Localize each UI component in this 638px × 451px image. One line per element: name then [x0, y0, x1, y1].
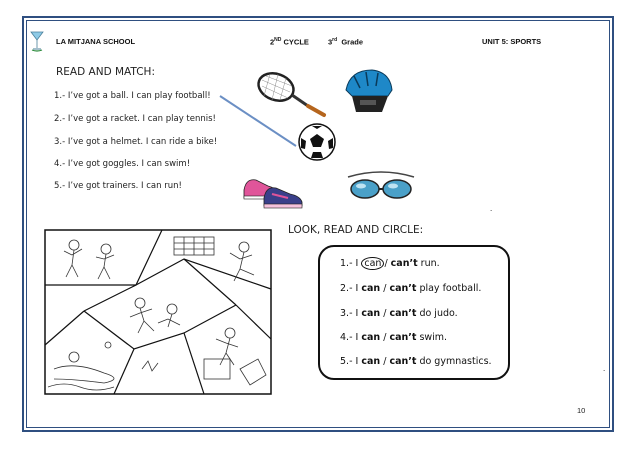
cant-option[interactable]: can’t: [390, 258, 418, 269]
school-name: LA MITJANA SCHOOL: [56, 37, 136, 46]
match-item-1: 1.- I’ve got a ball. I can play football!: [54, 91, 211, 101]
unit-title: UNIT 5: SPORTS: [482, 37, 542, 46]
tennis-racket-icon: [254, 68, 328, 118]
can-option[interactable]: can: [361, 283, 381, 294]
football-icon: [297, 122, 337, 162]
cant-option[interactable]: can’t: [389, 308, 417, 319]
circle-item-5: 5.- I can / can’t do gymnastics.: [340, 356, 492, 367]
school-logo-icon: [30, 30, 44, 52]
match-item-3: 3.- I’ve got a helmet. I can ride a bike!: [54, 137, 218, 147]
match-title: READ AND MATCH:: [56, 66, 155, 78]
can-option-circled[interactable]: can: [361, 257, 384, 270]
trainers-icon: [242, 170, 304, 210]
stray-dot: .: [490, 204, 493, 213]
circle-title: LOOK, READ AND CIRCLE:: [288, 224, 424, 236]
can-option[interactable]: can: [361, 356, 381, 367]
stray-dot-right: .: [603, 364, 606, 373]
circle-item-3: 3.- I can / can’t do judo.: [340, 308, 458, 319]
circle-item-4: 4.- I can / can’t swim.: [340, 332, 448, 343]
cycle-label: 2ND CYCLE: [270, 37, 309, 47]
circle-item-1: 1.- I can / can’t run.: [340, 258, 440, 269]
swimming-goggles-icon: [346, 167, 416, 203]
cant-option[interactable]: can’t: [389, 332, 417, 343]
grade-label: 3rd Grade: [328, 37, 364, 47]
circle-item-2: 2.- I can / can’t play football.: [340, 283, 482, 294]
match-item-2: 2.- I’ve got a racket. I can play tennis!: [54, 114, 216, 124]
cant-option[interactable]: can’t: [389, 283, 417, 294]
match-item-4: 4.- I’ve got goggles. I can swim!: [54, 159, 191, 169]
match-item-5: 5.- I’ve got trainers. I can run!: [54, 181, 182, 191]
cant-option[interactable]: can’t: [389, 356, 417, 367]
can-option[interactable]: can: [361, 308, 381, 319]
bike-helmet-icon: [342, 66, 394, 116]
sports-comic-illustration: [44, 229, 272, 395]
page-number: 10: [577, 406, 586, 415]
can-option[interactable]: can: [361, 332, 381, 343]
